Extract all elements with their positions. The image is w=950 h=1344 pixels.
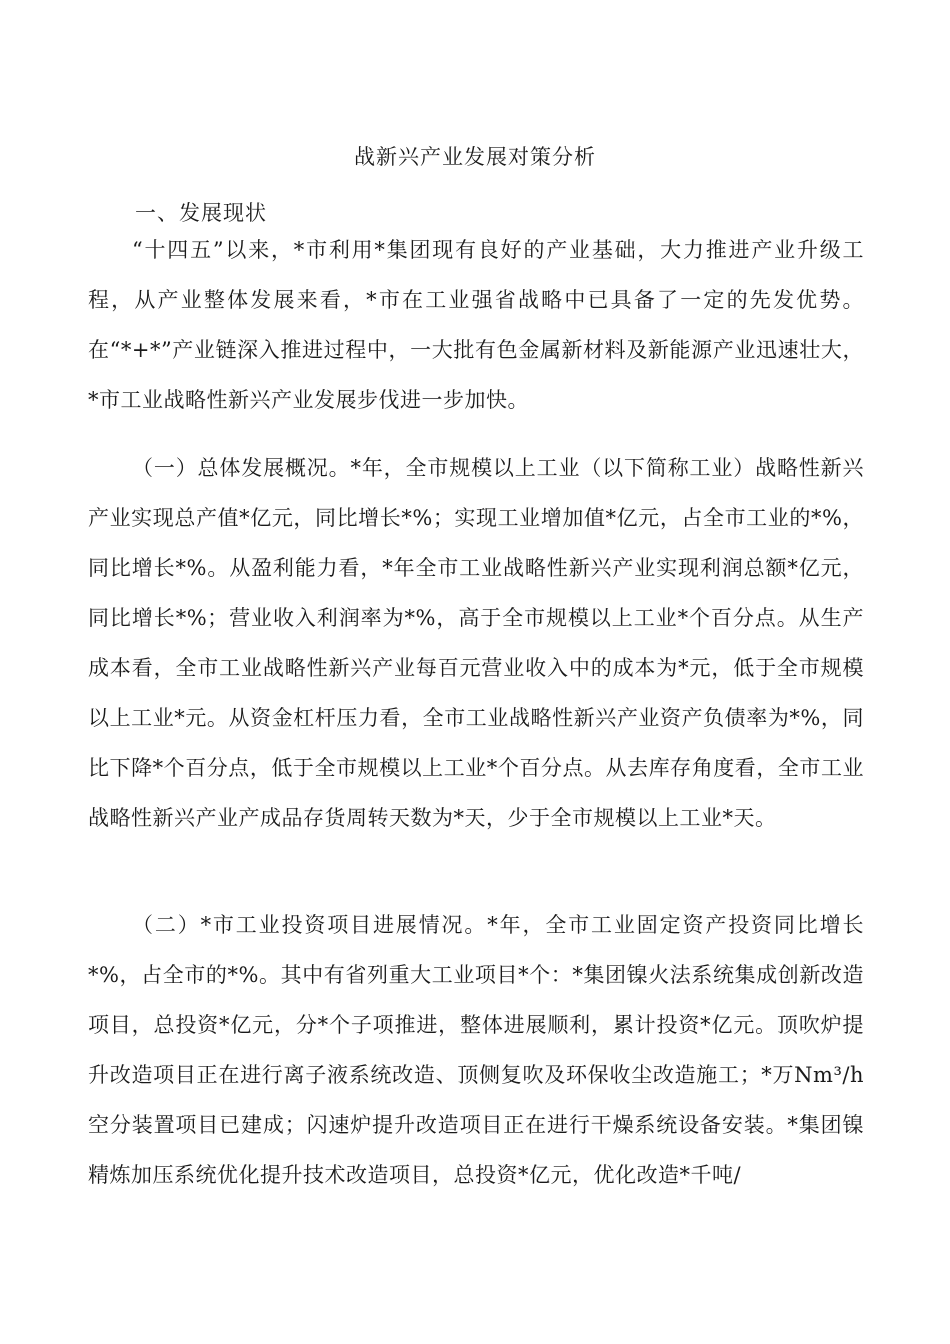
paragraph-overview: （一）总体发展概况。*年，全市规模以上工业（以下简称工业）战略性新兴产业实现总产值*亿元，同比增长*%；实现工业增加值*亿元，占全市工业的*%，同比增长*%。从盈利能力看，*年全市工业战略性新兴产业实现利润总额*亿元，同比增长*%；营业收入利润率为*%，高于全市规模以上工业*个百分点。从生产成本看，全市工业战略性新兴产业每百元营业收入中的成本为*元，低于全市规模以上工业*元。从资金杠杆压力看，全市工业战略性新兴产业资产负债率为*%，同比下降*个百分点，低于全市规模以上工业*个百分点。从去库存角度看，全市工业战略性新兴产业产成品存货周转天数为*天，少于全市规模以上工业*天。 bbox=[88, 456, 864, 830]
paragraph-intro: “十四五”以来，*市利用*集团现有良好的产业基础，大力推进产业升级工程，从产业整体发展来看，*市在工业强省战略中已具备了一定的先发优势。在“*+*”产业链深入推进过程中，一大批有色金属新材料及新能源产业迅速壮大，*市工业战略性新兴产业发展步伐进一步加快。 bbox=[88, 238, 864, 412]
document-title: 战新兴产业发展对策分析 bbox=[354, 145, 596, 169]
section-heading: 一、发展现状 bbox=[135, 201, 267, 225]
paragraph-investment: （二）*市工业投资项目进展情况。*年，全市工业固定资产投资同比增长*%，占全市的*%。其中有省列重大工业项目*个：*集团镍火法系统集成创新改造项目，总投资*亿元，分*个子项推进，整体进展顺利，累计投资*亿元。顶吹炉提升改造项目正在进行离子液系统改造、顶侧复吹及环保收尘改造施工；*万Nm³/h空分装置项目已建成；闪速炉提升改造项目正在进行干燥系统设备安装。*集团镍精炼加压系统优化提升技术改造项目，总投资*亿元，优化改造*千吨/ bbox=[88, 913, 864, 1187]
